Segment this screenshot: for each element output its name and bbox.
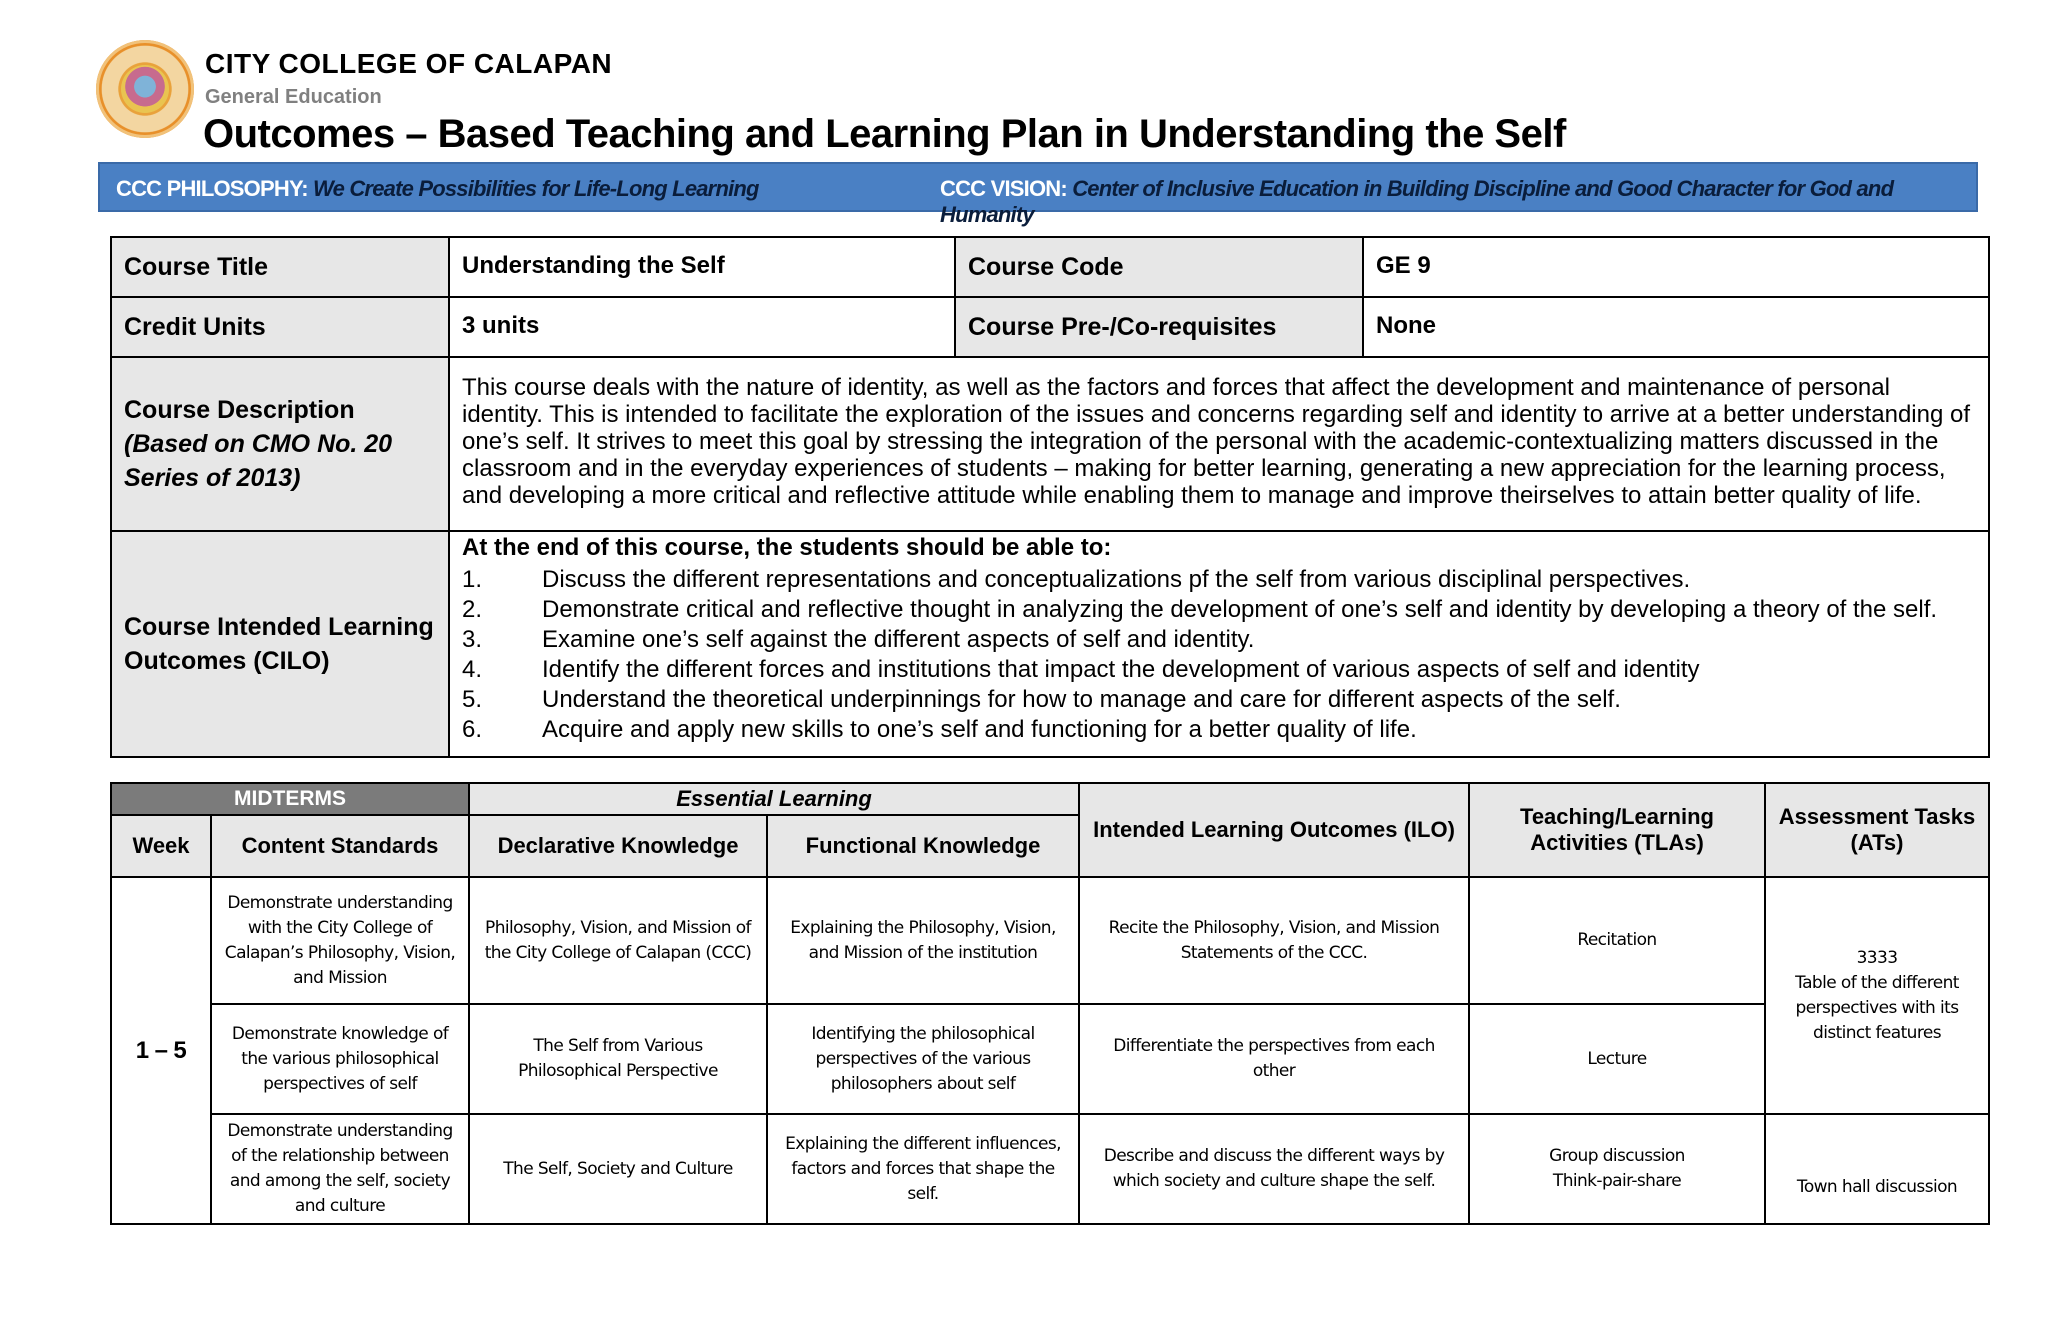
credit-units-value: 3 units — [449, 297, 955, 357]
term-header: MIDTERMS — [111, 783, 469, 815]
cilo-label: Course Intended Learning Outcomes (CILO) — [111, 531, 449, 757]
department-name: General Education — [205, 86, 382, 108]
list-item: 5. Understand the theoretical underpinnings for how to manage and care for different aspects of the self. — [462, 686, 1621, 713]
cilo-cell — [449, 531, 1989, 757]
course-description-label: Course Description — [124, 396, 355, 424]
tla-activity: Group discussion — [1549, 1146, 1685, 1166]
table-row — [111, 1114, 1989, 1224]
cilo-intro: At the end of this course, the students should be able to: — [462, 534, 1112, 561]
functional-cell: Explaining the Philosophy, Vision, and Mission of the institution — [767, 877, 1079, 1004]
at-header: Assessment Tasks (ATs) — [1765, 783, 1989, 877]
declarative-header: Declarative Knowledge — [469, 815, 767, 877]
assessment-cell: Town hall discussion — [1765, 1114, 1989, 1224]
ilo-cell: Recite the Philosophy, Vision, and Mission Statements of the CCC. — [1079, 877, 1469, 1004]
declarative-cell: The Self from Various Philosophical Perspective — [469, 1004, 767, 1114]
content-standard-cell: Demonstrate understanding of the relationship between and among the self, society and culture — [211, 1114, 469, 1224]
seal-emblem — [121, 65, 169, 113]
declarative-cell: The Self, Society and Culture — [469, 1114, 767, 1224]
prereq-label: Course Pre-/Co-requisites — [955, 297, 1363, 357]
vision-text: Center of Inclusive Education in Building Discipline and Good Character for God and Humanity — [940, 176, 1894, 227]
course-code-value: GE 9 — [1363, 237, 1989, 297]
assessment-code: 3333 — [1856, 947, 1898, 968]
functional-cell: Explaining the different influences, factors and forces that shape the self. — [767, 1114, 1079, 1224]
table-row — [111, 877, 1989, 1004]
philosophy-label: CCC PHILOSOPHY: — [116, 176, 308, 201]
teaching-plan-table — [110, 782, 1990, 1225]
table-row — [111, 531, 1989, 757]
course-code-label: Course Code — [955, 237, 1363, 297]
list-item: 2. Demonstrate critical and reflective thought in analyzing the development of one’s self and identity by developing a theory of the self. — [462, 596, 1938, 623]
vision-statement — [940, 176, 1976, 228]
college-seal-logo — [96, 40, 194, 138]
ilo-cell: Describe and discuss the different ways by which society and culture shape the self. — [1079, 1114, 1469, 1224]
assessment-cell-merged — [1765, 877, 1989, 1114]
course-description-text: This course deals with the nature of identity, as well as the factors and forces that affect the development and maintenance of personal identity. This is intended to facilitate the exploration of the issues and concerns regarding self and identity to arrive at a better understanding of one’s self. It strives to meet this goal by stressing the integration of the personal with the academic-contextualizing matters discussed in the classroom and in the everyday experiences of students – making for better learning, generating a new appreciation for the learning process, and developing a more critical and reflective attitude while enabling them to manage and improve theirselves to attain better quality of life. — [449, 357, 1989, 531]
cilo-list — [462, 565, 1976, 745]
list-item: 6. Acquire and apply new skills to one’s self and functioning for a better quality of life. — [462, 716, 1417, 743]
functional-cell: Identifying the philosophical perspectives of the various philosophers about self — [767, 1004, 1079, 1114]
table-row — [111, 237, 1989, 297]
tla-cell — [1469, 1114, 1765, 1224]
content-standard-cell: Demonstrate knowledge of the various philosophical perspectives of self — [211, 1004, 469, 1114]
philosophy-vision-banner — [98, 162, 1978, 227]
vision-label: CCC VISION: — [940, 176, 1067, 201]
content-standard-cell: Demonstrate understanding with the City College of Calapan’s Philosophy, Vision, and Mission — [211, 877, 469, 1004]
course-description-label-cell — [111, 357, 449, 531]
list-item: 4. Identify the different forces and institutions that impact the development of various aspects of self and identity — [462, 656, 1700, 683]
content-standards-header: Content Standards — [211, 815, 469, 877]
prereq-value: None — [1363, 297, 1989, 357]
course-title-label: Course Title — [111, 237, 449, 297]
philosophy-statement — [116, 176, 759, 202]
essential-learning-header: Essential Learning — [469, 783, 1079, 815]
table-row — [111, 783, 1989, 815]
table-row — [111, 1004, 1989, 1114]
tla-activity: Think-pair-share — [1552, 1171, 1682, 1191]
functional-header: Functional Knowledge — [767, 815, 1079, 877]
ilo-cell: Differentiate the perspectives from each other — [1079, 1004, 1469, 1114]
credit-units-label: Credit Units — [111, 297, 449, 357]
course-title-value: Understanding the Self — [449, 237, 955, 297]
week-header: Week — [111, 815, 211, 877]
list-item: 1. Discuss the different representations and conceptualizations pf the self from various disciplinal perspectives. — [462, 566, 1691, 593]
assessment-text: Table of the different perspectives with its distinct features — [1795, 972, 1959, 1043]
tla-cell: Lecture — [1469, 1004, 1765, 1114]
table-row — [111, 357, 1989, 531]
school-name: CITY COLLEGE OF CALAPAN — [205, 48, 613, 79]
declarative-cell: Philosophy, Vision, and Mission of the City College of Calapan (CCC) — [469, 877, 767, 1004]
page-title: Outcomes – Based Teaching and Learning Plan in Understanding the Self — [203, 112, 1566, 156]
week-cell: 1 – 5 — [111, 877, 211, 1224]
tla-cell: Recitation — [1469, 877, 1765, 1004]
tla-header: Teaching/Learning Activities (TLAs) — [1469, 783, 1765, 877]
course-description-source: (Based on CMO No. 20 Series of 2013) — [124, 430, 393, 492]
ilo-header: Intended Learning Outcomes (ILO) — [1079, 783, 1469, 877]
philosophy-text: We Create Possibilities for Life-Long Learning — [313, 176, 759, 201]
table-row — [111, 297, 1989, 357]
course-info-table — [110, 236, 1990, 758]
list-item: 3. Examine one’s self against the different aspects of self and identity. — [462, 626, 1255, 653]
